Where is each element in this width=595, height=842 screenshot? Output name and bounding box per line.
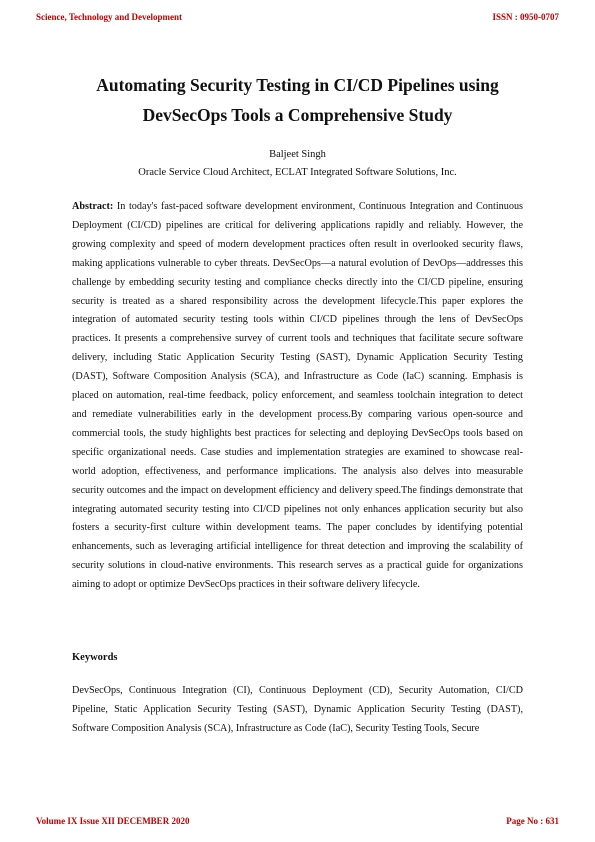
author-name: Baljeet Singh <box>269 149 326 160</box>
author-affiliation: Oracle Service Cloud Architect, ECLAT Integrated Software Solutions, Inc. <box>138 167 457 178</box>
title-line-2: DevSecOps Tools a Comprehensive Study <box>142 105 453 125</box>
journal-name: Science, Technology and Development <box>36 12 183 22</box>
abstract-label: Abstract: <box>72 201 114 212</box>
page-number: Page No : 631 <box>506 816 559 826</box>
abstract <box>72 198 523 595</box>
title-line-1: Automating Security Testing in CI/CD Pipelines using <box>96 75 499 95</box>
issn: ISSN : 0950-0707 <box>492 12 559 22</box>
volume-issue: Volume IX Issue XII DECEMBER 2020 <box>36 816 190 826</box>
abstract-text: In today's fast-paced software development environment, Continuous Integration and Continuous Deployment (CI/CD) pipelines are critical for delivering applications rapidly and reliably. However, the growing complexity and speed of modern development practices often result in overlooked security flaws, making applications vulnerable to cyber threats. DevSecOps—a natural evolution of DevOps—addresses this challenge by embedding security testing and compliance checks directly into the CI/CD pipeline, ensuring security is treated as a shared responsibility across the development lifecycle.This paper explores the integration of automated security testing tools within CI/CD pipelines through the lens of DevSecOps practices. It presents a comprehensive survey of current tools and techniques that facilitate secure software delivery, including Static Application Security Testing (SAST), Dynamic Application Security Testing (DAST), Software Composition Analysis (SCA), and Infrastructure as Code (IaC) scanning. Emphasis is placed on automation, real-time feedback, policy enforcement, and seamless toolchain integration to detect and remediate vulnerabilities early in the development process.By comparing various open-source and commercial tools, the study highlights best practices for selecting and deploying DevSecOps tools based on specific organizational needs. Case studies and implementation strategies are examined to showcase real-world adoption, effectiveness, and performance implications. The analysis also delves into measurable security outcomes and the impact on development efficiency and delivery speed.The findings demonstrate that integrating automated security testing into CI/CD pipelines not only enhances application security but also fosters a security-first culture within development teams. The paper concludes by identifying potential enhancements, such as leveraging artificial intelligence for threat detection and improving the scalability of security solutions in cloud-native environments. This research serves as a practical guide for organizations aiming to adopt or optimize DevSecOps practices in their software delivery lifecycle. <box>72 201 523 591</box>
paper-title <box>40 70 555 130</box>
keywords-text: DevSecOps, Continuous Integration (CI), Continuous Deployment (CD), Security Automation, CI/CD Pipeline, Static Application Security Testing (SAST), Dynamic Application Security Testing (DAST), Software Composition Analysis (SCA), Infrastructure as Code (IaC), Security Testing Tools, Secure <box>72 685 523 734</box>
keywords-heading: Keywords <box>72 652 118 663</box>
